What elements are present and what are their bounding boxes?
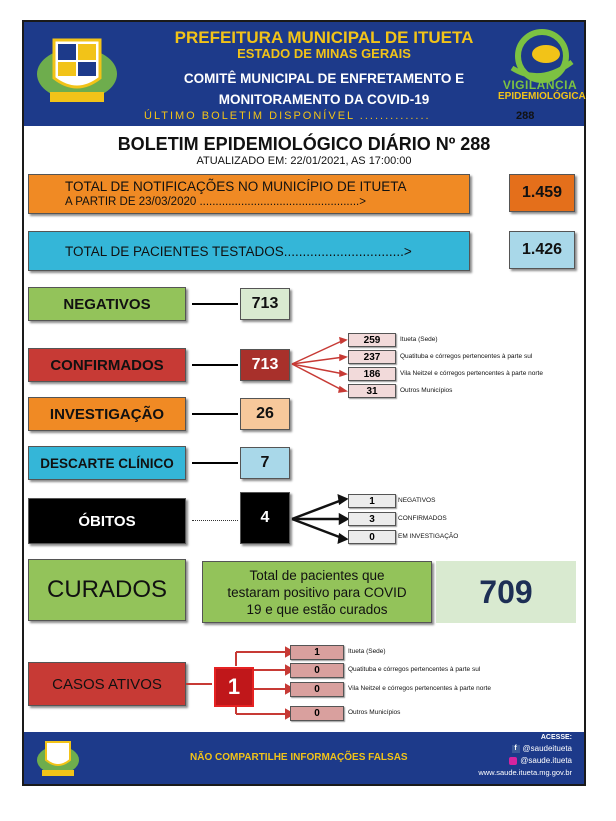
active-connector bbox=[186, 683, 212, 685]
investigation-value: 26 bbox=[240, 398, 290, 430]
committee-line-2: MONITORAMENTO DA COVID-19 bbox=[218, 92, 430, 107]
tested-box bbox=[28, 231, 470, 271]
confirmed-sede-value: 259 bbox=[348, 333, 396, 347]
negatives-value: 713 bbox=[240, 288, 290, 320]
vigilancia-logo-icon bbox=[502, 28, 578, 84]
updated-at: ATUALIZADO EM: 22/01/2021, AS 17:00:00 bbox=[196, 155, 412, 167]
footer-banner bbox=[24, 732, 584, 784]
confirmed-value: 713 bbox=[240, 349, 290, 381]
active-sul-label: Quatituba e córregos pertencentes à parte sul bbox=[348, 666, 481, 673]
website-link[interactable]: www.saude.itueta.mg.gov.br bbox=[478, 768, 572, 777]
confirmed-sul-value: 237 bbox=[348, 350, 396, 364]
deaths-label: ÓBITOS bbox=[28, 498, 186, 544]
discard-label: DESCARTE CLÍNICO bbox=[28, 446, 186, 480]
deaths-arrows bbox=[290, 492, 350, 546]
cured-description: Total de pacientes que testaram positivo para COVID 19 e que estão curados bbox=[202, 561, 432, 623]
header-banner bbox=[24, 22, 584, 126]
facebook-link[interactable] bbox=[512, 744, 573, 753]
footer-access-label: ACESSE: bbox=[540, 734, 572, 741]
active-sul-value: 0 bbox=[290, 663, 344, 678]
active-label: CASOS ATIVOS bbox=[28, 662, 186, 706]
negatives-connector bbox=[192, 303, 238, 305]
active-outros-value: 0 bbox=[290, 706, 344, 721]
last-bulletin-number: 288 bbox=[516, 110, 535, 122]
bulletin-page bbox=[22, 20, 586, 786]
confirmed-connector bbox=[192, 364, 238, 366]
cured-label: CURADOS bbox=[28, 559, 186, 621]
confirmed-label: CONFIRMADOS bbox=[28, 348, 186, 382]
deaths-negative-value: 1 bbox=[348, 494, 396, 508]
instagram-link[interactable] bbox=[509, 756, 572, 765]
tested-label: TOTAL DE PACIENTES TESTADOS................................> bbox=[65, 243, 412, 259]
active-outros-label: Outros Municípios bbox=[348, 709, 401, 716]
footer-warning: NÃO COMPARTILHE INFORMAÇÕES FALSAS bbox=[190, 752, 408, 763]
confirmed-sede-label: Itueta (Sede) bbox=[400, 336, 438, 343]
deaths-investigation-label: EM INVESTIGAÇÃO bbox=[398, 533, 459, 540]
prefeitura-title: PREFEITURA MUNICIPAL DE ITUETA bbox=[174, 28, 474, 47]
active-arrows bbox=[216, 644, 296, 724]
committee-title bbox=[134, 68, 514, 110]
notifications-value: 1.459 bbox=[509, 174, 575, 212]
discard-value: 7 bbox=[240, 447, 290, 479]
facebook-handle: @saudeitueta bbox=[522, 744, 572, 753]
committee-line-1: COMITÊ MUNICIPAL DE ENFRETAMENTO E bbox=[183, 71, 465, 86]
negatives-label: NEGATIVOS bbox=[28, 287, 186, 321]
instagram-handle: @saude.itueta bbox=[520, 756, 572, 765]
footer-crest-icon bbox=[36, 738, 80, 778]
deaths-investigation-value: 0 bbox=[348, 530, 396, 544]
deaths-confirmed-value: 3 bbox=[348, 512, 396, 526]
investigation-connector bbox=[192, 413, 238, 415]
last-bulletin-label: ÚLTIMO BOLETIM DISPONÍVEL .............. bbox=[144, 110, 431, 122]
confirmed-norte-label: Vila Neitzel e córregos pertencentes à parte norte bbox=[400, 370, 543, 377]
municipal-crest-icon bbox=[36, 30, 118, 112]
confirmed-outros-label: Outros Municípios bbox=[400, 387, 453, 394]
facebook-icon: f bbox=[512, 745, 520, 753]
active-sede-value: 1 bbox=[290, 645, 344, 660]
instagram-icon bbox=[509, 757, 517, 765]
tested-value: 1.426 bbox=[509, 231, 575, 269]
active-sede-label: Itueta (Sede) bbox=[348, 648, 386, 655]
confirmed-norte-value: 186 bbox=[348, 367, 396, 381]
state-subtitle: ESTADO DE MINAS GERAIS bbox=[237, 46, 411, 61]
cured-value: 709 bbox=[436, 561, 576, 623]
last-bulletin-indicator bbox=[144, 110, 564, 122]
deaths-value: 4 bbox=[240, 492, 290, 544]
notifications-line-1: TOTAL DE NOTIFICAÇÕES NO MUNICÍPIO DE ITUETA bbox=[65, 179, 407, 194]
vig-line-2: EPIDEMIOLÓGICA bbox=[498, 91, 586, 102]
notifications-line-2: A PARTIR DE 23/03/2020 ..................................................> bbox=[65, 196, 366, 208]
notifications-box bbox=[28, 174, 470, 214]
confirmed-sul-label: Quatituba e córregos pertencentes à parte sul bbox=[400, 353, 533, 360]
vigilancia-label bbox=[498, 78, 586, 102]
bulletin-title: BOLETIM EPIDEMIOLÓGICO DIÁRIO Nº 288 bbox=[117, 134, 491, 154]
discard-connector bbox=[192, 462, 238, 464]
confirmed-arrows bbox=[290, 334, 350, 394]
confirmed-outros-value: 31 bbox=[348, 384, 396, 398]
active-value: 1 bbox=[214, 667, 254, 707]
active-norte-value: 0 bbox=[290, 682, 344, 697]
vig-line-1: VIGILÂNCIA bbox=[502, 78, 578, 92]
investigation-label: INVESTIGAÇÃO bbox=[28, 397, 186, 431]
active-norte-label: Vila Neitzel e córregos pertencentes à parte norte bbox=[348, 685, 491, 692]
deaths-negative-label: NEGATIVOS bbox=[398, 497, 436, 504]
deaths-confirmed-label: CONFIRMADOS bbox=[398, 515, 447, 522]
deaths-connector bbox=[192, 520, 238, 521]
